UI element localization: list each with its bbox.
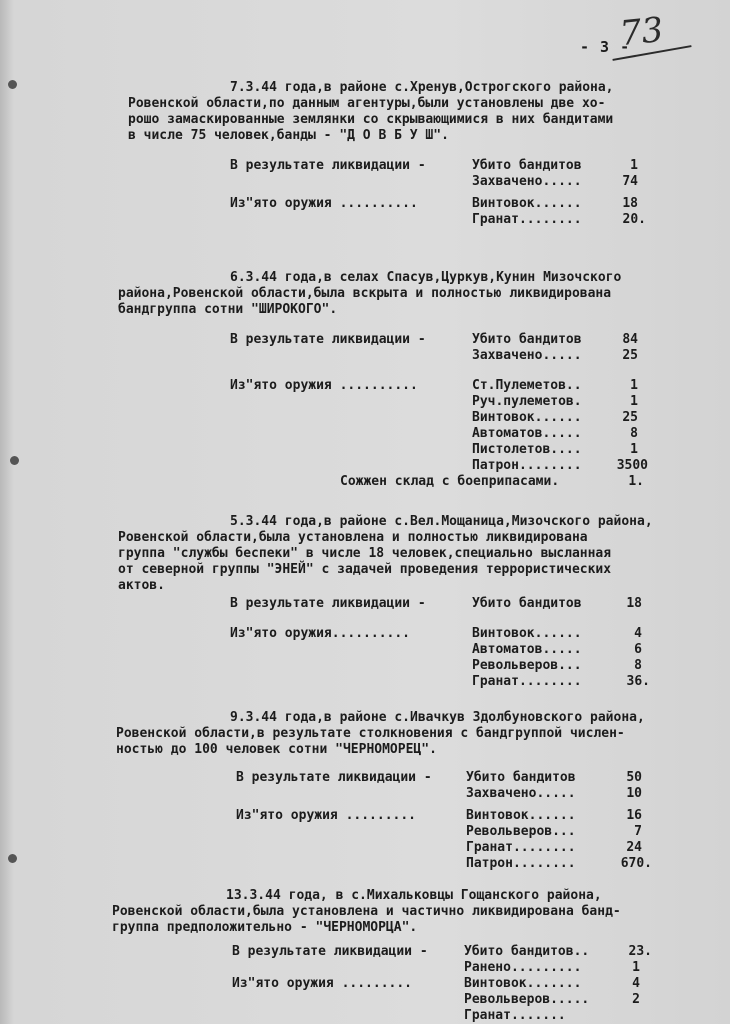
report-3-row-label: Автоматов..... (472, 642, 582, 657)
report-5-row-label: Ранено......... (464, 960, 582, 975)
report-5-row-value: 1 (632, 960, 640, 975)
report-3-line-3: группа "службы беспеки" в числе 18 человек,специально высланная (118, 546, 612, 561)
report-2-row-label: Патрон........ (472, 458, 582, 473)
report-3-row-label: Винтовок...... (472, 626, 582, 641)
report-2-row-label: Руч.пулеметов. (472, 394, 582, 409)
report-5-row-value: 23. (628, 944, 652, 959)
report-1-line-2: Ровенской области,по данным агентуры,были установлены две хо- (128, 96, 606, 111)
report-2-row-value: 25 (622, 348, 638, 363)
report-4-row-label: Гранат........ (466, 840, 576, 855)
report-2-line-1: 6.3.44 года,в селах Спасув,Цуркув,Кунин Мизочского (230, 270, 622, 285)
punch-hole-mark (8, 80, 17, 89)
report-2-extra-label: Сожжен склад с боеприпасами. (340, 474, 560, 489)
report-3-line-5: актов. (118, 578, 165, 593)
report-3-row-label: Револьверов... (472, 658, 582, 673)
report-4-row-label: Патрон........ (466, 856, 576, 871)
report-5-row-label: Револьверов..... (464, 992, 590, 1007)
report-2-weapons-label: Из"ято оружия .......... (230, 378, 418, 393)
report-2-row-value: 25 (622, 410, 638, 425)
report-5-weapons-label: Из"ято оружия ......... (232, 976, 413, 991)
report-3-row-value: 18 (626, 596, 642, 611)
report-3-row-value: 6 (634, 642, 642, 657)
punch-hole-mark (10, 456, 19, 465)
report-3-line-1: 5.3.44 года,в районе с.Вел.Мощаница,Мизочского района, (230, 514, 653, 529)
report-5-line-1: 13.3.44 года, в с.Михальковцы Гощанского района, (226, 888, 602, 903)
report-2-row-value: 1 (630, 378, 638, 393)
report-4-line-2: Ровенской области,в результате столкновения с бандгруппой числен- (116, 726, 625, 741)
report-4-result-label: В результате ликвидации - (236, 770, 432, 785)
report-1-result-label: В результате ликвидации - (230, 158, 426, 173)
report-2-row-label: Ст.Пулеметов.. (472, 378, 582, 393)
report-2-extra-value: 1. (628, 474, 644, 489)
report-3-line-2: Ровенской области,была установлена и полностью ликвидирована (118, 530, 588, 545)
report-5-row-value: 2 (632, 992, 640, 1007)
report-1-row-value: 74 (622, 174, 638, 189)
punch-hole-mark (8, 854, 17, 863)
report-2-row-value: 1 (630, 442, 638, 457)
report-2-row-value: 3500 (616, 458, 648, 473)
report-4-row-value: 50 (626, 770, 642, 785)
report-2-row-value: 8 (630, 426, 638, 441)
report-3-row-label: Убито бандитов (472, 596, 582, 611)
report-4-line-1: 9.3.44 года,в районе с.Ивачкув Здолбуновского района, (230, 710, 645, 725)
report-5-line-2: Ровенской области,была установлена и частично ликвидирована банд- (112, 904, 621, 919)
report-1-line-3: рошо замаскированные землянки со скрывающимися в них бандитами (128, 112, 614, 127)
report-5-row-label: Гранат....... (464, 1008, 566, 1023)
report-1-line-4: в числе 75 человек,банды - "Д О В Б У Ш". (128, 128, 449, 143)
report-1-row-label: Винтовок...... (472, 196, 582, 211)
report-4-row-label: Револьверов... (466, 824, 576, 839)
report-4-row-label: Захвачено..... (466, 786, 576, 801)
report-1-row-value: 1 (630, 158, 638, 173)
report-3-line-4: от северной группы "ЭНЕЙ" с задачей проведения террористических (118, 562, 612, 577)
report-2-line-3: бандгруппа сотни "ШИРОКОГО". (118, 302, 338, 317)
report-3-row-label: Гранат........ (472, 674, 582, 689)
report-4-row-value: 24 (626, 840, 642, 855)
report-3-row-value: 36. (626, 674, 650, 689)
report-1-row-value: 20. (622, 212, 646, 227)
report-4-row-value: 670. (620, 856, 652, 871)
report-5-row-label: Винтовок....... (464, 976, 582, 991)
report-1-row-label: Захвачено..... (472, 174, 582, 189)
report-3-row-value: 8 (634, 658, 642, 673)
report-4-row-value: 16 (626, 808, 642, 823)
report-1-row-label: Убито бандитов (472, 158, 582, 173)
report-4-row-value: 7 (634, 824, 642, 839)
report-4-line-3: ностью до 100 человек сотни "ЧЕРНОМОРЕЦ". (116, 742, 437, 757)
report-1-row-label: Гранат........ (472, 212, 582, 227)
report-1-line-1: 7.3.44 года,в районе с.Хренув,Острогского района, (230, 80, 614, 95)
report-5-row-label: Убито бандитов.. (464, 944, 590, 959)
report-2-row-label: Автоматов..... (472, 426, 582, 441)
report-2-row-value: 84 (622, 332, 638, 347)
report-4-row-label: Убито бандитов (466, 770, 576, 785)
report-4-row-value: 10 (626, 786, 642, 801)
report-5-row-value: 4 (632, 976, 640, 991)
report-2-row-value: 1 (630, 394, 638, 409)
report-4-weapons-label: Из"ято оружия ......... (236, 808, 417, 823)
report-1-row-value: 18 (622, 196, 638, 211)
report-2-row-label: Пистолетов.... (472, 442, 582, 457)
report-3-row-value: 4 (634, 626, 642, 641)
report-4-row-label: Винтовок...... (466, 808, 576, 823)
report-2-row-label: Захвачено..... (472, 348, 582, 363)
page-number-handwritten: 73 (618, 9, 666, 55)
report-3-weapons-label: Из"ято оружия.......... (230, 626, 411, 641)
report-5-result-label: В результате ликвидации - (232, 944, 428, 959)
report-5-line-3: группа предположительно - "ЧЕРНОМОРЦА". (112, 920, 418, 935)
report-1-weapons-label: Из"ято оружия .......... (230, 196, 418, 211)
report-3-result-label: В результате ликвидации - (230, 596, 426, 611)
report-2-row-label: Винтовок...... (472, 410, 582, 425)
report-2-line-2: района,Ровенской области,была вскрыта и полностью ликвидирована (118, 286, 612, 301)
page-number-typed: - 3 - (580, 38, 631, 56)
report-2-result-label: В результате ликвидации - (230, 332, 426, 347)
report-2-row-label: Убито бандитов (472, 332, 582, 347)
